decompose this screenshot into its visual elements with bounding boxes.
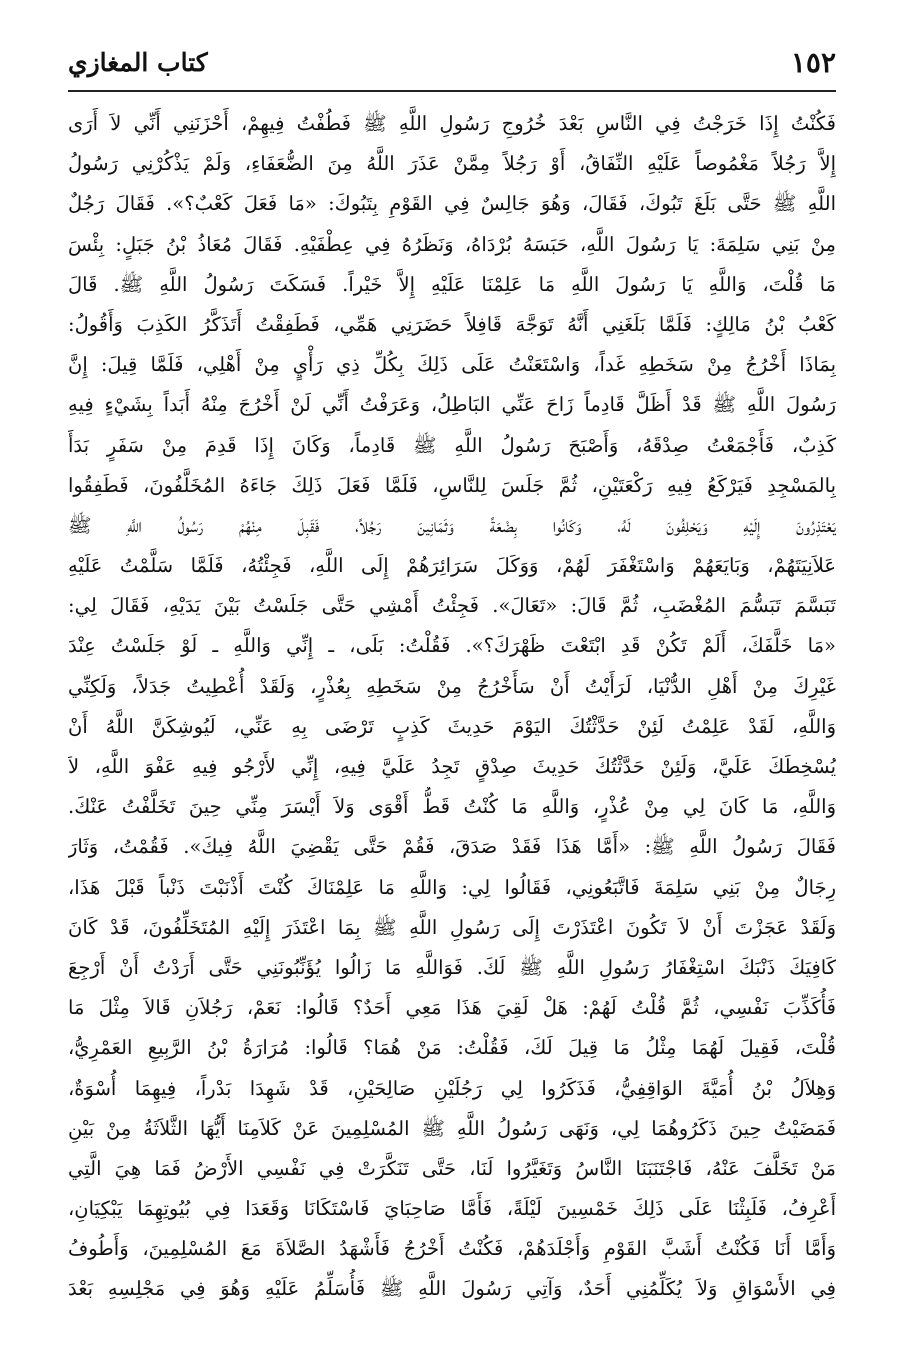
text-line: فِي الأَسْوَاقِ وَلاَ يُكَلِّمُنِي أَحَدٌ، وَآتِي رَسُولَ اللَّهِ ﷺ فَأُسَلِّمُ عَلَيْهِ وَهُوَ فِي مَجْلِسِهِ بَعْدَ xyxy=(68,1277,836,1301)
text-line: مَا قُلْتَ، وَاللَّهِ يَا رَسُولَ اللَّهِ مَا عَلِمْنَا عَلَيْهِ إِلاَّ خَيْراً. فَسَكَتَ رَسُولُ اللَّهِ ﷺ. قَالَ xyxy=(68,272,836,296)
text-line: غَيْرِكَ مِنْ أَهْلِ الدُّنْيَا، لَرَأَيْتُ أَنْ سَأَخْرُجُ مِنْ سَخَطِهِ بِعُذْرٍ، وَلَقَدْ أُعْطِيتُ جَدَلاً، وَلَكِنِّي xyxy=(68,674,836,698)
text-line: عَلاَنِيَتَهُمْ، وَبَايَعَهُمْ وَاسْتَغْفَرَ لَهُمْ، وَوَكَلَ سَرَائِرَهُمْ إِلَى اللَّهِ، فَجِئْتُهُ، فَلَمَّا سَلَّمْتُ عَلَيْهِ xyxy=(68,554,836,578)
text-line: كَافِيَكَ ذَنْبَكَ اسْتِغْفَارُ رَسُولِ اللَّهِ ﷺ لَكَ. فَوَاللَّهِ مَا زَالُوا يُؤَنِّبُونَنِي حَتَّى أَرَدْتُ أَنْ أَرْجِعَ xyxy=(68,955,836,979)
text-line: يَعْتَذِرُونَ إِلَيْهِ وَيَحْلِفُونَ لَهُ، وَكَانُوا بِضْعَةً وَثَمَانِينَ رَجُلاً، فَقَبِلَ مِنْهُمْ رَسُولُ اللَّهِ ﷺ xyxy=(68,513,836,537)
text-line: بِمَاذَا أَخْرُجُ مِنْ سَخَطِهِ غَداً، وَاسْتَعَنْتُ عَلَى ذَلِكَ بِكُلِّ ذِي رَأْيٍ مِنْ أَهْلِي، فَلَمَّا قِيلَ: إِنَّ xyxy=(68,353,836,377)
text-line: بِالمَسْجِدِ فَيَرْكَعُ فِيهِ رَكْعَتَيْنِ، ثُمَّ جَلَسَ لِلنَّاسِ، فَلَمَّا فَعَلَ ذَلِكَ جَاءَهُ المُخَلَّفُونَ، فَطَفِقُوا xyxy=(68,473,836,497)
text-line: رَسُولَ اللَّهِ ﷺ قَدْ أَظَلَّ قَادِماً زَاحَ عَنِّي البَاطِلُ، وَعَرَفْتُ أَنِّي لَنْ أَخْرُجَ مِنْهُ أَبَداً بِشَيْءٍ فِيهِ xyxy=(68,393,836,417)
text-line: وَاللَّهِ، لَقَدْ عَلِمْتُ لَئِنْ حَدَّثْتُكَ اليَوْمَ حَدِيثَ كَذِبٍ تَرْضَى بِهِ عَنِّي، لَيُوشِكَنَّ اللَّهُ أَنْ xyxy=(68,714,836,738)
text-line: مَنْ تَخَلَّفَ عَنْهُ، فَاجْتَنَبَنَا النَّاسُ وَتَغَيَّرُوا لَنَا، حَتَّى تَنَكَّرَتْ فِي نَفْسِي الأَرْضُ فَمَا هِيَ الَّتِي xyxy=(68,1156,836,1180)
body-text xyxy=(68,104,836,1310)
text-line: تَبَسَّمَ تَبَسُّمَ المُغْضَبِ، ثُمَّ قَالَ: «تَعَالَ». فَجِئْتُ أَمْشِي حَتَّى جَلَسْتُ بَيْنَ يَدَيْهِ، فَقَالَ لِي: xyxy=(68,594,836,618)
text-line: رِجَالٌ مِنْ بَنِي سَلِمَةَ فَاتَّبَعُونِي، فَقَالُوا لِي: وَاللَّهِ مَا عَلِمْنَاكَ كُنْتَ أَذْنَبْتَ ذَنْباً قَبْلَ هَذَا، xyxy=(68,875,836,899)
text-line: اللَّهِ ﷺ حَتَّى بَلَغَ تَبُوكَ، فَقَالَ، وَهُوَ جَالِسٌ فِي القَوْمِ بِتَبُوكَ: «مَا فَعَلَ كَعْبٌ؟». فَقَالَ رَجُلٌ xyxy=(68,192,836,216)
text-line: فَأُكَذِّبَ نَفْسِي، ثُمَّ قُلْتُ لَهُمْ: هَلْ لَقِيَ هَذَا مَعِي أَحَدٌ؟ قَالُوا: نَعَمْ، رَجُلاَنِ قَالاَ مِثْلَ مَا xyxy=(68,996,836,1020)
text-line: وَاللَّهِ، مَا كَانَ لِي مِنْ عُذْرٍ، وَاللَّهِ مَا كُنْتُ قَطُّ أَقْوَى وَلاَ أَيْسَرَ مِنِّي حِينَ تَخَلَّفْتُ عَنْكَ. xyxy=(68,795,836,819)
text-line: يُسْخِطَكَ عَلَيَّ، وَلَئِنْ حَدَّثْتُكَ حَدِيثَ صِدْقٍ تَجِدُ عَلَيَّ فِيهِ، إِنِّي لأَرْجُو فِيهِ عَفْوَ اللَّهِ، لاَ xyxy=(68,755,836,778)
text-line: وَلَقَدْ عَجَزْتَ أَنْ لاَ تَكُونَ اعْتَذَرْتَ إِلَى رَسُولِ اللَّهِ ﷺ بِمَا اعْتَذَرَ إِلَيْهِ المُتَخَلِّفُونَ، قَدْ كَانَ xyxy=(68,915,836,939)
text-line: كَذِبٌ، فَأَجْمَعْتُ صِدْقَهُ، وَأَصْبَحَ رَسُولُ اللَّهِ ﷺ قَادِماً، وَكَانَ إِذَا قَدِمَ مِنْ سَفَرٍ بَدَأَ xyxy=(68,433,836,457)
page-number: ١٥٢ xyxy=(790,46,836,79)
text-line: «مَا خَلَّفَكَ، أَلَمْ تَكُنْ قَدِ ابْتَعْتَ ظَهْرَكَ؟». فَقُلْتُ: بَلَى، ـ إِنِّي وَاللَّهِ ـ لَوْ جَلَسْتُ عِنْدَ xyxy=(68,634,836,658)
text-line: فَكُنْتُ إِذَا خَرَجْتُ فِي النَّاسِ بَعْدَ خُرُوجِ رَسُولِ اللَّهِ ﷺ فَطُفْتُ فِيهِمْ، أَحْزَنَنِي أَنِّي لاَ أَرَى xyxy=(68,112,836,135)
header-rule xyxy=(68,90,836,92)
page-header xyxy=(68,44,836,86)
text-line: أَعْرِفُ، فَلَبِثْنَا عَلَى ذَلِكَ خَمْسِينَ لَيْلَةً، فَأَمَّا صَاحِبَايَ فَاسْتَكَانَا وَقَعَدَا فِي بُيُوتِهِمَا يَبْكِيَانِ، xyxy=(68,1197,836,1221)
book-title: كتاب المغازي xyxy=(68,48,208,77)
text-line: إِلاَّ رَجُلاً مَغْمُوصاً عَلَيْهِ النِّفَاقُ، أَوْ رَجُلاً مِمَّنْ عَذَرَ اللَّهُ مِنَ الضُّعَفَاءِ، وَلَمْ يَذْكُرْنِي رَسُولُ xyxy=(68,152,836,176)
text-line: وَهِلاَلُ بْنُ أُمَيَّةَ الوَاقِفِيُّ، فَذَكَرُوا لِي رَجُلَيْنِ صَالِحَيْنِ، قَدْ شَهِدَا بَدْراً، فِيهِمَا أُسْوَةٌ، xyxy=(68,1076,836,1100)
text-line: فَقَالَ رَسُولُ اللَّهِ ﷺ: «أَمَّا هَذَا فَقَدْ صَدَقَ، فَقُمْ حَتَّى يَقْضِيَ اللَّهُ فِيكَ». فَقُمْتُ، وَثَارَ xyxy=(68,835,836,859)
text-line: فَمَضَيْتُ حِينَ ذَكَرُوهُمَا لِي، وَنَهَى رَسُولُ اللَّهِ ﷺ المُسْلِمِينَ عَنْ كَلاَمِنَا أَيُّهَا الثَّلاَثَةُ مِنْ بَيْنِ xyxy=(68,1116,836,1140)
text-line: مِنْ بَنِي سَلِمَةَ: يَا رَسُولَ اللَّهِ، حَبَسَهُ بُرْدَاهُ، وَنَظَرُهُ فِي عِطْفَيْهِ. فَقَالَ مُعَاذُ بْنُ جَبَلٍ: بِئْسَ xyxy=(68,232,836,256)
text-line: وَأَمَّا أَنَا فَكُنْتُ أَشَبَّ القَوْمِ وَأَجْلَدَهُمْ، فَكُنْتُ أَخْرُجُ فَأَشْهَدُ الصَّلاَةَ مَعَ المُسْلِمِينَ، وَأَطُوفُ xyxy=(68,1237,836,1261)
text-line: كَعْبُ بْنُ مَالِكٍ: فَلَمَّا بَلَغَنِي أَنَّهُ تَوَجَّهَ قَافِلاً حَضَرَنِي هَمِّي، فَطَفِقْتُ أَتَذَكَّرُ الكَذِبَ وَأَقُولُ: xyxy=(68,312,836,336)
text-line: قُلْتَ، فَقِيلَ لَهُمَا مِثْلُ مَا قِيلَ لَكَ، فَقُلْتُ: مَنْ هُمَا؟ قَالُوا: مُرَارَةُ بْنُ الرَّبِيعِ العَمْرِيُّ، xyxy=(68,1036,836,1060)
